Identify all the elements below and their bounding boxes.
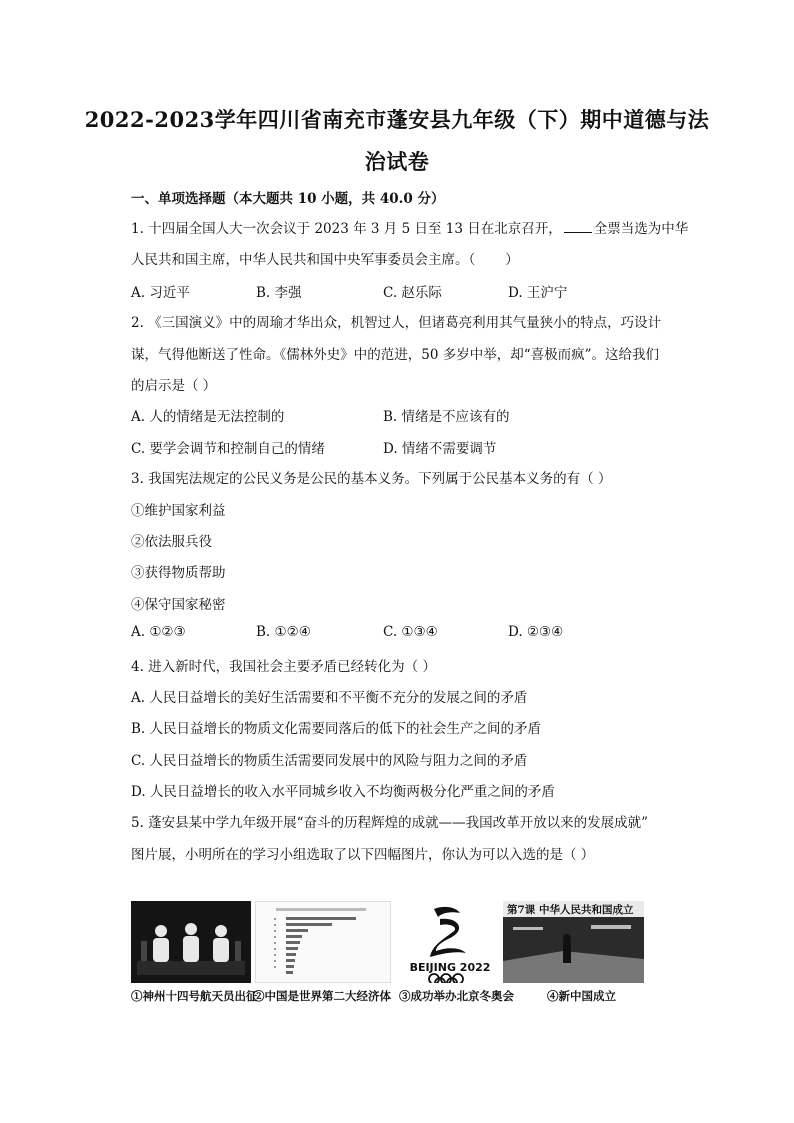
caption-2: ②中国是世界第二大经济体 <box>253 989 391 1003</box>
q1-option-d: D. 王沪宁 <box>508 285 568 301</box>
q2-option-d: D. 情绪不需要调节 <box>383 441 497 457</box>
q4-option-a: A. 人民日益增长的美好生活需要和不平衡不充分的发展之间的矛盾 <box>131 690 528 706</box>
q4-option-c: C. 人民日益增长的物质生活需要同发展中的风险与阻力之间的矛盾 <box>131 753 528 769</box>
q3-item-1: ①维护国家利益 <box>131 503 226 519</box>
page-title-line2: 治试卷 <box>364 149 430 174</box>
pic4-heading-text: 第7课 中华人民共和国成立 <box>507 904 634 916</box>
q2-option-c: C. 要学会调节和控制自己的情绪 <box>131 441 325 457</box>
answer-blank <box>564 220 592 233</box>
question-1-line1 <box>131 217 691 237</box>
founding-ceremony-image <box>503 901 644 983</box>
section-heading: 一、单项选择题（本大题共 10 小题，共 40.0 分） <box>131 191 445 207</box>
question-1-text-a: 1. 十四届全国人大一次会议于 2023 年 3 月 5 日至 13 日在北京召开， <box>131 221 562 237</box>
q3-item-3: ③获得物质帮助 <box>131 565 226 581</box>
q2-option-a: A. 人的情绪是无法控制的 <box>131 409 285 425</box>
q3-option-b: B. ①②④ <box>256 624 311 640</box>
beijing-2022-logo <box>400 901 500 983</box>
question-2-line1: 2. 《三国演义》中的周瑜才华出众，机智过人，但诸葛亮利用其气量狭小的特点，巧设计 <box>131 315 662 331</box>
question-3-stem: 3. 我国宪法规定的公民义务是公民的基本义务。下列属于公民基本义务的有（ ） <box>131 471 612 487</box>
question-1-text-b: 全票当选为中华 <box>593 221 689 237</box>
caption-3: ③成功举办北京冬奥会 <box>399 989 514 1003</box>
question-1-text-c: 人民共和国主席，中华人民共和国中央军事委员会主席。（ <box>131 252 476 268</box>
q1-option-b: B. 李强 <box>256 285 302 301</box>
q3-item-2: ②依法服兵役 <box>131 534 212 550</box>
q3-item-4: ④保守国家秘密 <box>131 597 226 613</box>
q4-option-b: B. 人民日益增长的物质文化需要同落后的低下的社会生产之间的矛盾 <box>131 721 542 737</box>
question-2-line3: 的启示是（ ） <box>131 378 217 394</box>
q1-option-c: C. 赵乐际 <box>383 285 442 301</box>
caption-4: ④新中国成立 <box>547 989 616 1003</box>
q1-option-a: A. 习近平 <box>131 285 190 301</box>
question-1-line2 <box>131 248 691 268</box>
q3-option-c: C. ①③④ <box>383 624 438 640</box>
page-title-line1: 2022-2023学年四川省南充市蓬安县九年级（下）期中道德与法 <box>84 107 710 132</box>
question-2-line2: 谋，气得他断送了性命。《儒林外史》中的范进，50 多岁中举，却“喜极而疯”。这给我们 <box>131 347 660 363</box>
q4-option-d: D. 人民日益增长的收入水平同城乡收入不均衡两极分化严重之间的矛盾 <box>131 784 555 800</box>
astronauts-photo <box>131 901 251 983</box>
q2-option-b: B. 情绪是不应该有的 <box>383 409 510 425</box>
question-5-line2: 图片展，小明所在的学习小组选取了以下四幅图片，你认为可以入选的是（ ） <box>131 847 595 863</box>
q3-option-a: A. ①②③ <box>131 624 186 640</box>
question-4-stem: 4. 进入新时代，我国社会主要矛盾已经转化为（ ） <box>131 659 436 675</box>
caption-1: ①神州十四号航天员出征 <box>131 989 258 1003</box>
question-1-text-d: ） <box>505 252 519 268</box>
economy-bar-chart-image <box>255 901 391 983</box>
q3-option-d: D. ②③④ <box>508 624 564 640</box>
beijing-2022-text: BEIJING 2022 <box>409 961 491 974</box>
question-5-line1: 5. 蓬安县某中学九年级开展“奋斗的历程辉煌的成就——我国改革开放以来的发展成就” <box>131 815 648 831</box>
